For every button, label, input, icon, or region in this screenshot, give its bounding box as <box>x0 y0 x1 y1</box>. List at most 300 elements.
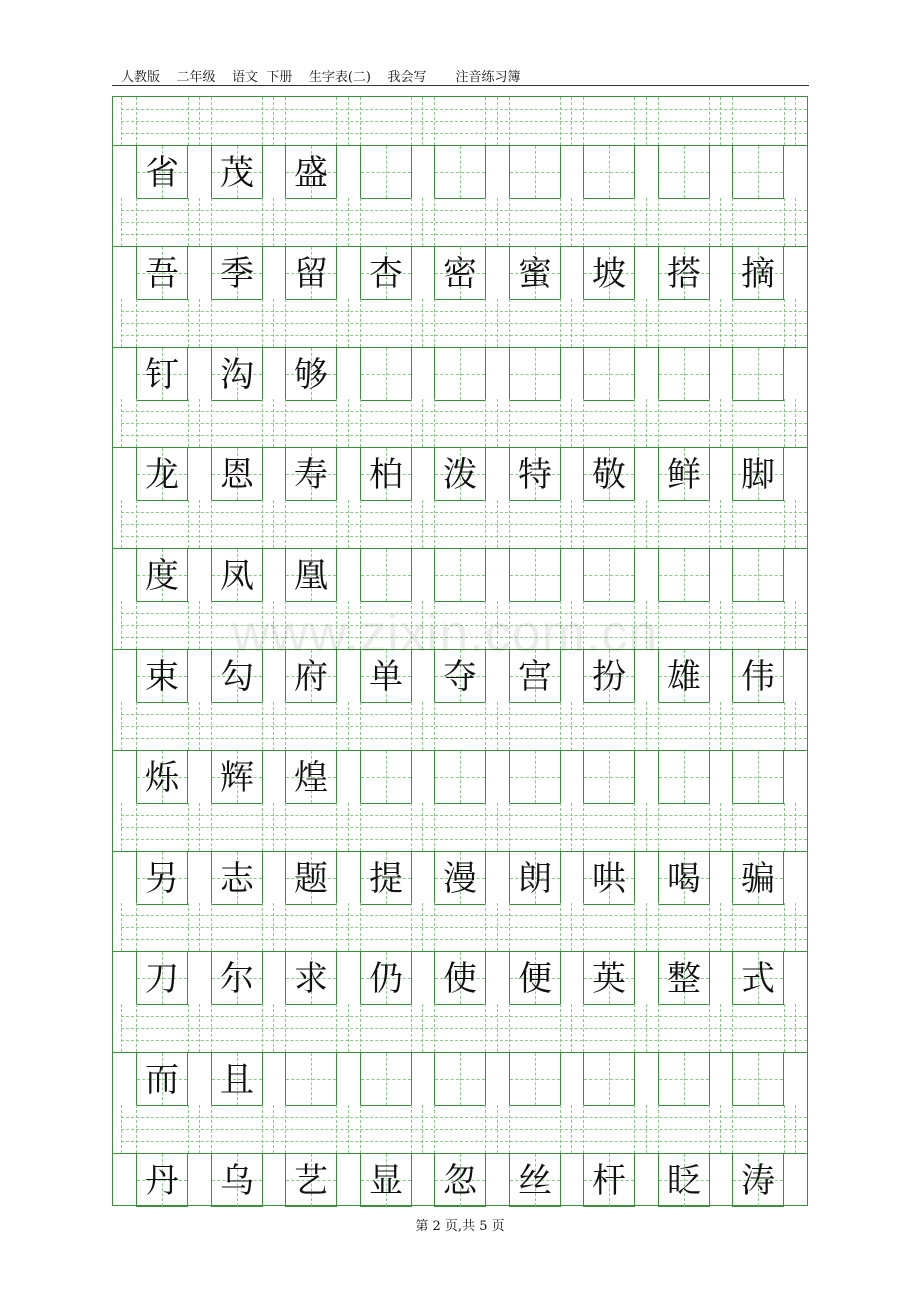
character-cell <box>360 751 412 804</box>
pinyin-divider <box>136 500 137 548</box>
character-cell <box>509 549 561 602</box>
pinyin-divider <box>199 1105 200 1153</box>
pinyin-divider <box>121 702 122 750</box>
pinyin-divider <box>211 198 212 246</box>
cell-guide-vertical <box>460 549 461 601</box>
character-glyph: 使 <box>443 959 477 1000</box>
character-glyph: 题 <box>294 858 328 899</box>
pinyin-guide-line <box>121 109 807 110</box>
pinyin-band <box>113 1004 807 1053</box>
character-glyph: 另 <box>145 858 179 899</box>
pinyin-divider <box>199 500 200 548</box>
pinyin-divider <box>211 1105 212 1153</box>
pinyin-divider <box>121 399 122 447</box>
character-cell <box>434 247 486 300</box>
character-cell <box>136 448 188 501</box>
pinyin-divider <box>509 1004 510 1052</box>
pinyin-guide-line <box>121 738 807 739</box>
pinyin-divider <box>262 803 263 851</box>
character-cell <box>360 852 412 905</box>
pinyin-divider <box>434 702 435 750</box>
cell-guide-vertical <box>684 549 685 601</box>
grid-row <box>113 903 807 1004</box>
character-cell <box>136 852 188 905</box>
pinyin-divider <box>571 903 572 951</box>
pinyin-divider <box>188 97 189 145</box>
pinyin-divider <box>348 97 349 145</box>
pinyin-divider <box>720 198 721 246</box>
pinyin-band <box>113 1105 807 1154</box>
character-glyph: 整 <box>667 959 701 1000</box>
character-glyph: 特 <box>518 455 552 496</box>
cell-guide-vertical <box>460 348 461 400</box>
cell-guide-vertical <box>758 751 759 803</box>
pinyin-divider <box>509 702 510 750</box>
character-cell <box>583 952 635 1005</box>
pinyin-divider <box>211 601 212 649</box>
character-cell <box>583 1154 635 1207</box>
grid-row <box>113 399 807 500</box>
pinyin-divider <box>273 399 274 447</box>
character-cell <box>434 852 486 905</box>
pinyin-guide-line <box>121 815 807 816</box>
pinyin-divider <box>411 1004 412 1052</box>
pinyin-divider <box>795 399 796 447</box>
character-cell <box>360 247 412 300</box>
pinyin-divider <box>560 1105 561 1153</box>
pinyin-band <box>113 803 807 852</box>
pinyin-divider <box>732 198 733 246</box>
character-glyph: 辉 <box>220 757 254 798</box>
character-glyph: 密 <box>443 253 477 294</box>
pinyin-divider <box>273 500 274 548</box>
pinyin-divider <box>732 399 733 447</box>
pinyin-divider <box>720 1105 721 1153</box>
pinyin-divider <box>732 903 733 951</box>
pinyin-guide-line <box>121 335 807 336</box>
character-cell <box>211 1154 263 1207</box>
character-cell <box>732 448 784 501</box>
character-cell <box>285 247 337 300</box>
pinyin-divider <box>336 97 337 145</box>
pinyin-divider <box>497 198 498 246</box>
pinyin-divider <box>348 803 349 851</box>
pinyin-divider <box>273 97 274 145</box>
pinyin-divider <box>360 1004 361 1052</box>
character-glyph: 沟 <box>220 354 254 395</box>
character-cell <box>509 751 561 804</box>
pinyin-divider <box>485 299 486 347</box>
character-glyph: 搭 <box>667 253 701 294</box>
pinyin-divider <box>634 97 635 145</box>
character-band <box>113 751 807 804</box>
pinyin-divider <box>121 299 122 347</box>
pinyin-divider <box>732 299 733 347</box>
character-band <box>113 1154 807 1207</box>
pinyin-guide-line <box>121 1117 807 1118</box>
pinyin-divider <box>646 198 647 246</box>
pinyin-divider <box>411 803 412 851</box>
character-cell <box>583 852 635 905</box>
pinyin-divider <box>211 500 212 548</box>
pinyin-divider <box>509 500 510 548</box>
pinyin-divider <box>360 1105 361 1153</box>
cell-guide-vertical <box>684 751 685 803</box>
character-glyph: 脚 <box>741 455 775 496</box>
pinyin-divider <box>709 1004 710 1052</box>
pinyin-divider <box>732 702 733 750</box>
character-glyph: 仍 <box>369 959 403 1000</box>
character-cell <box>583 751 635 804</box>
character-glyph: 盛 <box>294 153 328 193</box>
pinyin-divider <box>658 500 659 548</box>
cell-guide-vertical <box>535 348 536 400</box>
grid-row <box>113 1004 807 1105</box>
pinyin-divider <box>485 399 486 447</box>
pinyin-band <box>113 500 807 549</box>
pinyin-divider <box>560 198 561 246</box>
pinyin-divider <box>348 1105 349 1153</box>
character-glyph: 够 <box>294 354 328 395</box>
pinyin-divider <box>188 702 189 750</box>
pinyin-divider <box>121 803 122 851</box>
pinyin-divider <box>795 198 796 246</box>
pinyin-divider <box>795 803 796 851</box>
pinyin-guide-line <box>121 827 807 828</box>
pinyin-divider <box>136 97 137 145</box>
pinyin-divider <box>411 299 412 347</box>
pinyin-divider <box>583 97 584 145</box>
pinyin-divider <box>422 500 423 548</box>
pinyin-divider <box>411 1105 412 1153</box>
character-glyph: 恩 <box>220 455 254 496</box>
character-cell <box>285 549 337 602</box>
character-cell <box>211 348 263 401</box>
character-glyph: 志 <box>220 858 254 899</box>
pinyin-divider <box>509 903 510 951</box>
character-cell <box>658 650 710 703</box>
cell-guide-vertical <box>609 348 610 400</box>
pinyin-divider <box>422 97 423 145</box>
pinyin-divider <box>136 1105 137 1153</box>
cell-guide-vertical <box>758 549 759 601</box>
character-glyph: 提 <box>369 858 403 899</box>
pinyin-divider <box>434 299 435 347</box>
character-cell <box>583 448 635 501</box>
cell-guide-vertical <box>609 751 610 803</box>
pinyin-divider <box>583 903 584 951</box>
pinyin-divider <box>485 97 486 145</box>
pinyin-divider <box>732 1004 733 1052</box>
pinyin-divider <box>188 1105 189 1153</box>
pinyin-divider <box>571 399 572 447</box>
character-cell <box>136 146 188 199</box>
pinyin-divider <box>720 399 721 447</box>
character-glyph: 扮 <box>592 657 626 697</box>
character-glyph: 显 <box>369 1161 403 1201</box>
character-cell <box>211 1053 263 1106</box>
pinyin-divider <box>509 803 510 851</box>
pinyin-divider <box>285 500 286 548</box>
pinyin-divider <box>497 399 498 447</box>
pinyin-divider <box>720 601 721 649</box>
character-band <box>113 852 807 905</box>
character-cell <box>285 852 337 905</box>
character-glyph: 钉 <box>145 354 179 395</box>
character-cell <box>211 448 263 501</box>
pinyin-divider <box>360 299 361 347</box>
character-glyph: 刀 <box>145 959 179 1000</box>
pinyin-divider <box>336 299 337 347</box>
character-glyph: 便 <box>518 959 552 1000</box>
pinyin-divider <box>285 299 286 347</box>
character-band <box>113 1053 807 1106</box>
character-cell <box>136 952 188 1005</box>
character-cell <box>211 247 263 300</box>
pinyin-divider <box>634 198 635 246</box>
grid-row <box>113 500 807 601</box>
pinyin-divider <box>273 702 274 750</box>
character-cell <box>434 549 486 602</box>
pinyin-divider <box>188 1004 189 1052</box>
character-glyph: 朗 <box>518 858 552 899</box>
character-cell <box>658 146 710 199</box>
pinyin-divider <box>485 500 486 548</box>
cell-guide-vertical <box>460 1053 461 1105</box>
character-band <box>113 247 807 300</box>
pinyin-divider <box>273 1004 274 1052</box>
pinyin-divider <box>348 299 349 347</box>
character-cell <box>583 146 635 199</box>
pinyin-divider <box>211 903 212 951</box>
cell-guide-vertical <box>535 751 536 803</box>
pinyin-divider <box>422 1004 423 1052</box>
grid-row <box>113 803 807 904</box>
character-cell <box>732 146 784 199</box>
pinyin-band <box>113 97 807 146</box>
cell-guide-vertical <box>684 348 685 400</box>
character-cell <box>136 751 188 804</box>
pinyin-divider <box>199 198 200 246</box>
pinyin-divider <box>360 803 361 851</box>
pinyin-divider <box>571 299 572 347</box>
pinyin-divider <box>560 500 561 548</box>
pinyin-divider <box>784 903 785 951</box>
pinyin-divider <box>188 299 189 347</box>
pinyin-divider <box>434 500 435 548</box>
character-cell <box>434 1053 486 1106</box>
pinyin-divider <box>188 903 189 951</box>
pinyin-divider <box>709 299 710 347</box>
pinyin-divider <box>273 803 274 851</box>
character-glyph: 漫 <box>443 858 477 899</box>
character-cell <box>732 549 784 602</box>
pinyin-divider <box>336 1004 337 1052</box>
character-cell <box>509 1053 561 1106</box>
character-glyph: 府 <box>294 657 328 697</box>
pinyin-divider <box>571 500 572 548</box>
pinyin-divider <box>348 399 349 447</box>
pinyin-divider <box>497 803 498 851</box>
pinyin-divider <box>336 500 337 548</box>
pinyin-band <box>113 299 807 348</box>
pinyin-divider <box>121 601 122 649</box>
pinyin-divider <box>646 1105 647 1153</box>
pinyin-guide-line <box>121 1028 807 1029</box>
pinyin-guide-line <box>121 234 807 235</box>
cell-guide-vertical <box>609 1053 610 1105</box>
pinyin-divider <box>285 702 286 750</box>
character-glyph: 喝 <box>667 858 701 899</box>
pinyin-divider <box>273 1105 274 1153</box>
pinyin-divider <box>188 399 189 447</box>
character-glyph: 勾 <box>220 657 254 697</box>
pinyin-band <box>113 702 807 751</box>
pinyin-divider <box>336 198 337 246</box>
pinyin-divider <box>262 399 263 447</box>
cell-guide-vertical <box>386 1053 387 1105</box>
character-band <box>113 448 807 501</box>
pinyin-divider <box>121 198 122 246</box>
character-glyph: 柏 <box>369 455 403 496</box>
pinyin-divider <box>262 97 263 145</box>
character-cell <box>360 1154 412 1207</box>
character-glyph: 敬 <box>592 455 626 496</box>
pinyin-divider <box>784 803 785 851</box>
pinyin-guide-line <box>121 1141 807 1142</box>
character-cell <box>211 952 263 1005</box>
character-glyph: 凰 <box>294 556 328 597</box>
pinyin-guide-line <box>121 714 807 715</box>
pinyin-guide-line <box>121 1129 807 1130</box>
pinyin-divider <box>795 702 796 750</box>
pinyin-divider <box>434 97 435 145</box>
pinyin-divider <box>262 1105 263 1153</box>
pinyin-divider <box>658 299 659 347</box>
pinyin-divider <box>360 399 361 447</box>
character-cell <box>136 348 188 401</box>
pinyin-divider <box>121 903 122 951</box>
pinyin-divider <box>709 198 710 246</box>
pinyin-divider <box>497 97 498 145</box>
pinyin-divider <box>434 198 435 246</box>
pinyin-divider <box>658 399 659 447</box>
pinyin-guide-line <box>121 1016 807 1017</box>
cell-guide-vertical <box>386 751 387 803</box>
character-glyph: 尔 <box>220 959 254 1000</box>
pinyin-band <box>113 198 807 247</box>
character-cell <box>285 448 337 501</box>
pinyin-divider <box>136 601 137 649</box>
character-cell <box>658 751 710 804</box>
pinyin-divider <box>709 399 710 447</box>
character-glyph: 宫 <box>518 657 552 697</box>
character-cell <box>360 952 412 1005</box>
character-glyph: 杆 <box>592 1161 626 1201</box>
character-glyph: 煌 <box>294 757 328 798</box>
pinyin-divider <box>720 500 721 548</box>
character-glyph: 度 <box>145 556 179 597</box>
pinyin-divider <box>285 198 286 246</box>
pinyin-divider <box>199 803 200 851</box>
character-cell <box>732 247 784 300</box>
pinyin-guide-line <box>121 222 807 223</box>
pinyin-divider <box>136 399 137 447</box>
character-cell <box>434 1154 486 1207</box>
pinyin-divider <box>732 500 733 548</box>
pinyin-divider <box>709 1105 710 1153</box>
grid-row <box>113 1105 807 1206</box>
cell-guide-vertical <box>609 146 610 198</box>
pinyin-divider <box>360 702 361 750</box>
character-cell <box>509 952 561 1005</box>
character-cell <box>136 247 188 300</box>
cell-guide-vertical <box>684 146 685 198</box>
pinyin-divider <box>422 399 423 447</box>
pinyin-divider <box>784 500 785 548</box>
pinyin-divider <box>285 399 286 447</box>
pinyin-divider <box>211 299 212 347</box>
pinyin-divider <box>583 1105 584 1153</box>
pinyin-divider <box>262 903 263 951</box>
cell-guide-vertical <box>535 549 536 601</box>
pinyin-divider <box>348 702 349 750</box>
pinyin-divider <box>336 803 337 851</box>
pinyin-divider <box>634 903 635 951</box>
character-glyph: 忽 <box>443 1161 477 1201</box>
pinyin-divider <box>121 1004 122 1052</box>
page-header: 人教版 二年级 语文 下册 生字表(二) 我会写 注音练习簿 <box>121 70 521 85</box>
pinyin-divider <box>434 803 435 851</box>
pinyin-divider <box>360 500 361 548</box>
character-cell <box>658 1053 710 1106</box>
character-glyph: 吾 <box>145 253 179 294</box>
character-glyph: 留 <box>294 253 328 294</box>
pinyin-divider <box>336 399 337 447</box>
character-cell <box>658 448 710 501</box>
pinyin-divider <box>199 903 200 951</box>
character-glyph: 丝 <box>518 1161 552 1201</box>
pinyin-divider <box>285 1105 286 1153</box>
pinyin-divider <box>784 1004 785 1052</box>
pinyin-divider <box>571 97 572 145</box>
pinyin-divider <box>658 97 659 145</box>
pinyin-divider <box>485 903 486 951</box>
pinyin-divider <box>583 198 584 246</box>
pinyin-divider <box>485 198 486 246</box>
cell-guide-vertical <box>535 146 536 198</box>
pinyin-guide-line <box>121 726 807 727</box>
pinyin-divider <box>560 903 561 951</box>
cell-guide-vertical <box>386 549 387 601</box>
character-band <box>113 549 807 602</box>
pinyin-divider <box>658 198 659 246</box>
pinyin-divider <box>720 97 721 145</box>
pinyin-divider <box>360 903 361 951</box>
pinyin-divider <box>136 903 137 951</box>
pinyin-divider <box>634 702 635 750</box>
pinyin-divider <box>634 299 635 347</box>
pinyin-divider <box>646 299 647 347</box>
pinyin-divider <box>136 1004 137 1052</box>
pinyin-divider <box>211 97 212 145</box>
pinyin-divider <box>560 702 561 750</box>
pinyin-divider <box>285 803 286 851</box>
character-glyph: 涛 <box>741 1161 775 1201</box>
pinyin-divider <box>336 903 337 951</box>
pinyin-divider <box>709 803 710 851</box>
pinyin-divider <box>211 702 212 750</box>
